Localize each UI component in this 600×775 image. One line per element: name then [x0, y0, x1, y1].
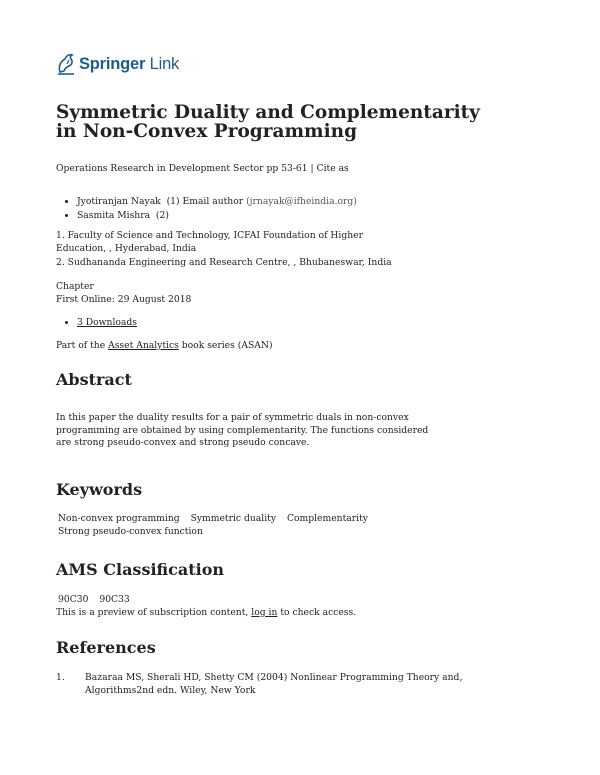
reference-text: Bazaraa MS, Sherali HD, Shetty CM (2004) Nonlinear Programming Theory and, Algorithms2nd edn. Wiley, New York	[85, 672, 463, 696]
author-item	[77, 209, 357, 223]
downloads-link[interactable]: 3 Downloads	[77, 317, 137, 328]
keyword-item[interactable]: Strong pseudo-convex function	[58, 525, 203, 537]
author-affil: (1)	[166, 196, 180, 207]
first-online: First Online: 29 August 2018	[56, 294, 192, 305]
metrics-list	[56, 316, 137, 330]
series-link[interactable]: Asset Analytics	[108, 340, 179, 351]
preview-suffix: to check access.	[277, 607, 357, 618]
content-type: Chapter	[56, 281, 94, 292]
abstract-text: In this paper the duality results for a pair of symmetric duals in non-convex programming are obtained by using complementarity. The functions considered are strong pseudo-convex and strong pseudo concave.	[56, 412, 429, 449]
author-list	[56, 195, 357, 222]
metric-item	[77, 316, 137, 330]
springer-link-logo[interactable]	[56, 52, 179, 76]
keyword-item[interactable]: Non-convex programming	[58, 513, 180, 524]
series-suffix: book series (ASAN)	[178, 340, 273, 351]
ams-heading: AMS Classification	[56, 560, 225, 579]
brand-name: Springer	[79, 54, 146, 73]
springer-horse-icon	[56, 52, 76, 76]
author-name[interactable]: Sasmita Mishra	[77, 209, 151, 221]
keyword-item[interactable]: Complementarity	[286, 513, 368, 524]
ams-code: 90C30	[58, 594, 89, 605]
email-author-link[interactable]: Email author	[182, 196, 244, 207]
abstract-heading: Abstract	[56, 370, 132, 389]
author-affil: (2)	[155, 209, 169, 221]
keyword-item[interactable]: Symmetric duality	[190, 513, 277, 524]
series-line	[56, 340, 273, 353]
login-link[interactable]: log in	[251, 607, 278, 618]
source-line[interactable]: Operations Research in Development Sector pp 53-61 | Cite as	[56, 163, 349, 174]
affiliation-1: 1. Faculty of Science and Technology, ICFAI Foundation of Higher Education, , Hyderabad, India	[56, 230, 363, 254]
keywords-heading: Keywords	[56, 480, 143, 499]
preview-prefix: This is a preview of subscription content,	[56, 607, 252, 618]
author-email[interactable]: (jrnayak@ifheindia.org)	[246, 196, 357, 207]
author-item	[77, 195, 357, 209]
ams-code-list	[58, 594, 138, 607]
references-heading: References	[56, 638, 156, 657]
preview-notice	[56, 607, 356, 620]
affiliation-2: 2. Sudhananda Engineering and Research Centre, , Bhubaneswar, India	[56, 257, 392, 268]
keyword-list	[58, 513, 378, 538]
brand-suffix: Link	[149, 54, 180, 73]
author-name[interactable]: Jyotiranjan Nayak	[77, 196, 161, 207]
series-prefix: Part of the	[56, 340, 109, 351]
ams-code: 90C33	[99, 594, 130, 605]
reference-number: 1.	[56, 672, 65, 683]
article-title: Symmetric Duality and Complementarity in Non-Convex Programming	[56, 102, 480, 142]
